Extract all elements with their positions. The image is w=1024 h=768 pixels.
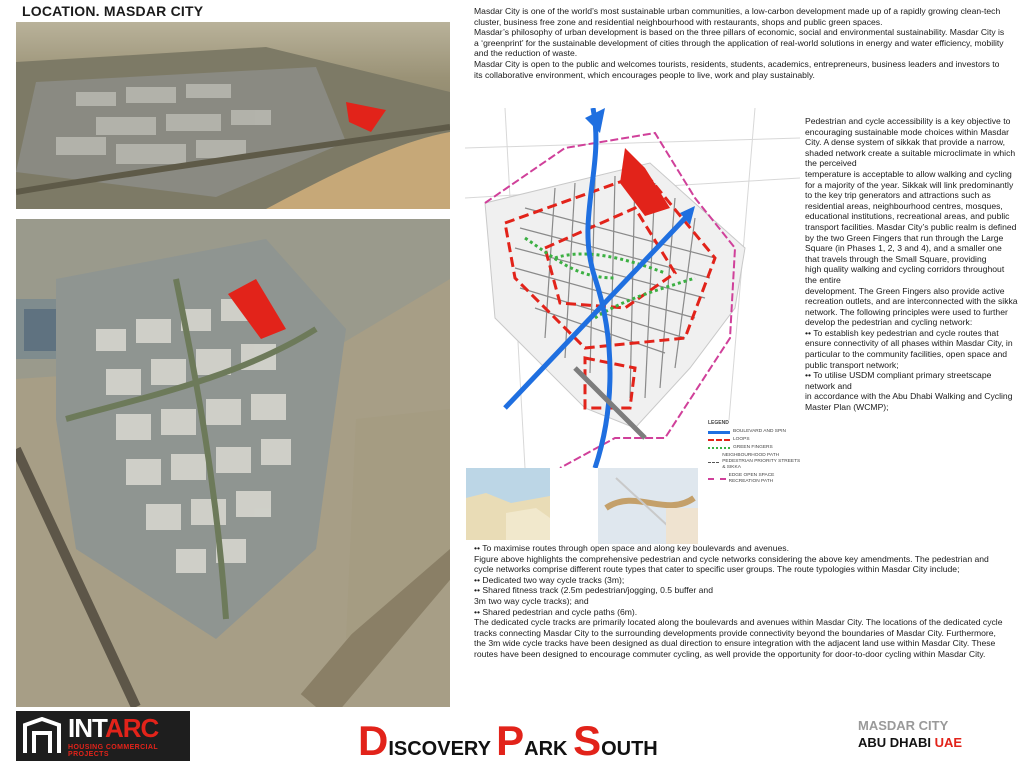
page-title: LOCATION. MASDAR CITY bbox=[22, 3, 204, 19]
project-word-south: OUTH bbox=[601, 738, 658, 760]
bottom-paragraph: •• Shared fitness track (2.5m pedestrian/jogging, 0.5 buffer and bbox=[474, 585, 713, 596]
project-letter-s: S bbox=[573, 717, 602, 764]
intro-paragraph: Masdar City is open to the public and welcomes tourists, residents, students, academics, entrepreneurs, business leaders and investors to its collaborative environment, which encourages people to live, work and play sustainably. bbox=[474, 58, 1000, 80]
location-country: UAE bbox=[934, 735, 963, 750]
location-emirate: ABU DHABI bbox=[858, 735, 935, 750]
logo-wordmark bbox=[68, 713, 158, 744]
bottom-paragraph: •• Shared pedestrian and cycle paths (6m). bbox=[474, 606, 638, 617]
masterplan-render bbox=[16, 219, 450, 707]
bottom-paragraph: Figure above highlights the comprehensive pedestrian and cycle networks considering the above key amendments. The pedestrian and cycle networks comprise different route types that cater to specific user groups. The route typologies within Masdar City include; bbox=[474, 553, 989, 575]
intarc-logo bbox=[16, 711, 190, 761]
location-city: MASDAR CITY bbox=[858, 718, 949, 733]
bottom-text bbox=[474, 543, 1009, 660]
bottom-paragraph: •• To maximise routes through open space and along key boulevards and avenues. bbox=[474, 543, 789, 553]
side-paragraph: development. The Green Fingers also provide active recreation outlets, and are interconnected with the sikka network. The following principles were used to further develop the pedestrian and cycling network: bbox=[805, 285, 1018, 328]
bottom-paragraph: The dedicated cycle tracks are primarily located along the boulevards and avenues within Masdar City. The locations of the dedicated cycle tracks connecting Masdar City to the surrounding developments provide connectivity beyond the boundaries of Masdar City. Furthermore, the 3m wide cycle tracks have been designed as dual direction to ensure integration with the adjacent land use within Masdar City. These routes have been designed to encourage commuter cycling, as well provide the opportunity for door-to-door cycling within Masdar City. bbox=[474, 617, 1003, 659]
legend-swatch bbox=[708, 439, 730, 441]
project-letter-d: D bbox=[358, 717, 389, 764]
inset-maps bbox=[466, 468, 801, 544]
logo-word-main: INT bbox=[68, 713, 105, 743]
side-paragraph: Master Plan (WCMP); bbox=[805, 402, 889, 413]
legend-label: LOOPS bbox=[733, 437, 750, 442]
legend-label: GREEN FINGERS bbox=[733, 445, 773, 450]
legend-item bbox=[708, 445, 802, 451]
legend-label: NEIGHBOURHOOD PATH PEDESTRIAN PRIORITY STREETS & SIKKA bbox=[722, 453, 801, 470]
side-paragraph: •• To utilise USDM compliant primary streetscape network and bbox=[805, 370, 992, 391]
side-text bbox=[805, 116, 1018, 413]
side-paragraph: high quality walking and cycling corridors throughout the entire bbox=[805, 264, 1005, 285]
side-paragraph: •• To establish key pedestrian and cycle routes that ensure connectivity of all phases within Masdar City, in particular to the community facilities, open space and public transport network; bbox=[805, 327, 1013, 370]
side-paragraph: in accordance with the Abu Dhabi Walking and Cycling bbox=[805, 391, 1013, 402]
legend-item bbox=[708, 429, 802, 435]
legend-swatch bbox=[708, 462, 719, 463]
intro-paragraph: Masdar’s philosophy of urban development is based on the three pillars of economic, social and environmental sustainability. Masdar City is a ‘greenprint’ for the sustainable development of cities through the application of real-world solutions in energy and water efficiency, mobility and the reduction of waste. bbox=[474, 27, 1005, 59]
legend-title: LEGEND bbox=[708, 420, 729, 426]
side-paragraph: Pedestrian and cycle accessibility is a key objective to encouraging sustainable mode choices within Masdar City. A dense system of sikkak that provide a narrow, shaded network create a suitable microclimate in which the perceived bbox=[805, 116, 1016, 169]
legend-label: BOULEVARD AND SPIN bbox=[733, 429, 786, 434]
network-plan bbox=[465, 108, 800, 468]
bottom-paragraph: 3m two way cycle tracks); and bbox=[474, 595, 589, 606]
legend-label: EDGE OPEN SPACE RECREATION PATH bbox=[728, 473, 775, 484]
logo-word-accent: ARC bbox=[104, 713, 159, 743]
legend-item bbox=[708, 437, 802, 443]
logo-mark-icon bbox=[22, 717, 62, 755]
project-title bbox=[358, 717, 658, 765]
logo-subtitle: HOUSING COMMERCIAL PROJECTS bbox=[68, 744, 158, 758]
project-letter-p: P bbox=[496, 717, 525, 764]
project-word-discovery: ISCOVERY bbox=[388, 738, 497, 760]
intro-paragraph: Masdar City is one of the world’s most sustainable urban communities, a low-carbon development made up of a rapidly growing clean-tech cluster, business free zone and residential neighbourhood with restaurants, shops and public green spaces. bbox=[474, 6, 1001, 27]
side-paragraph: temperature is acceptable to allow walking and cycling for a majority of the year. Sikkak will link predominantly to the key trip generators and attractions such as residential areas, neighbourhood centres, mosques, educational institutions, recreational areas, and public transport facilities. Masdar City’s public realm is defined by the two Green Fingers that run through the Large Square (in Phases 1, 2, 3 and 4), and a smaller one that travels through the Small Square, providing bbox=[805, 168, 1017, 264]
location-region bbox=[858, 735, 962, 750]
legend-swatch bbox=[708, 431, 730, 434]
project-word-park: ARK bbox=[524, 738, 574, 760]
bottom-paragraph: •• Dedicated two way cycle tracks (3m); bbox=[474, 574, 625, 585]
intro-text bbox=[474, 6, 1006, 80]
aerial-photo bbox=[16, 22, 450, 209]
legend-swatch bbox=[708, 447, 730, 449]
project-location bbox=[858, 718, 962, 750]
